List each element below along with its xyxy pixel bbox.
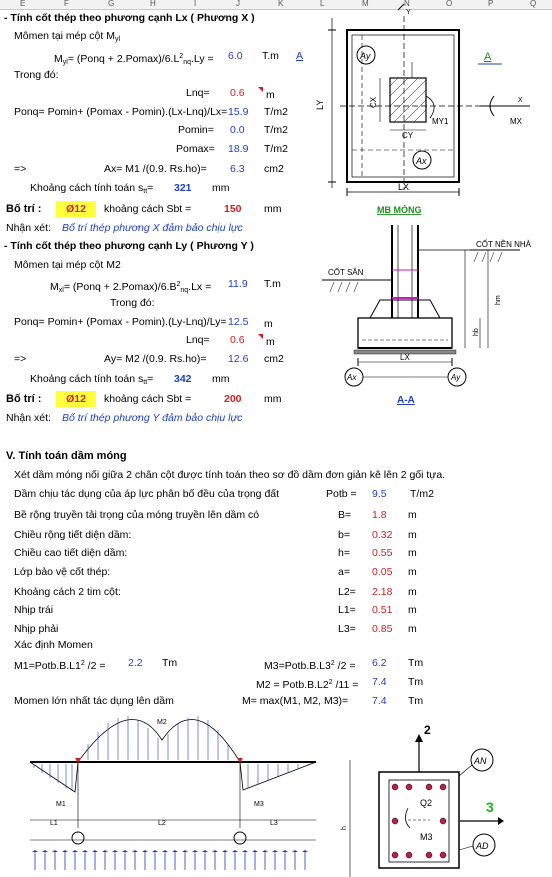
formula-moment-y: $M_{xl}=$ (Ponq + $2.Pomax)/6.B^2_{nq}.Lx$ =	[50, 281, 212, 294]
col-header[interactable]: J	[236, 0, 240, 8]
param-symbol: L1=	[338, 604, 356, 616]
param-symbol: L2=	[338, 586, 356, 598]
moment-y-unit: T.m	[264, 278, 281, 290]
aa-caption: A-A	[397, 395, 415, 406]
comment-y: Bố trí thép phương Y đảm bảo chịu lực	[62, 412, 243, 424]
bar-diameter-x[interactable]: Ø12	[56, 201, 96, 217]
lnq-value[interactable]: 0.6	[230, 87, 245, 99]
col-header[interactable]: H	[150, 0, 156, 8]
lnq-label: Lnq=	[186, 87, 210, 99]
param-symbol: Potb =	[326, 488, 357, 500]
mmax-value[interactable]: 7.4	[372, 695, 387, 707]
col-header[interactable]: Q	[530, 0, 537, 8]
ay-bubble-aa: Ay	[451, 373, 461, 382]
param-value[interactable]: 0.55	[372, 547, 393, 559]
trong-do-label-y: Trong đó:	[110, 297, 155, 309]
arrow-y: =>	[14, 353, 27, 365]
mmax-unit: Tm	[408, 695, 424, 707]
param-value[interactable]: 2.18	[372, 586, 393, 598]
ponq-value[interactable]: 15.9	[228, 106, 249, 118]
ponq-label: Ponq= Pomin+ (Pomax - Pomin).(Lx-Lnq)/Lx=	[14, 106, 228, 118]
param-label: Nhịp phải	[14, 623, 59, 635]
m2-diagram-label: M2	[157, 719, 167, 726]
lnq-label-y: Lnq=	[186, 334, 210, 346]
param-value[interactable]: 0.32	[372, 529, 393, 541]
mmax-formula: M= max(M1, M2, M3)=	[242, 695, 349, 707]
param-label: Chiều rộng tiết diện dầm:	[14, 529, 132, 541]
m1-value[interactable]: 2.2	[128, 657, 143, 669]
param-label: Nhịp trái	[14, 604, 54, 616]
m3-section-label: M3	[420, 832, 433, 842]
spacing-value-x[interactable]: 321	[174, 182, 192, 194]
m3-unit: Tm	[408, 657, 424, 669]
moment-x-unit: T.m	[262, 50, 279, 62]
bar-diameter-y[interactable]: Ø12	[56, 391, 96, 407]
col-header[interactable]: F	[64, 0, 69, 8]
y-axis-label: Y	[406, 9, 411, 16]
sbt-value-x[interactable]: 150	[224, 203, 242, 215]
cot-nen-nha-label: CỐT NỀN NHÀ	[476, 240, 531, 249]
param-label: Khoảng cách 2 tim cột:	[14, 586, 121, 598]
param-unit: m	[408, 547, 417, 559]
m1-unit: Tm	[162, 657, 178, 669]
col-header[interactable]: N	[404, 0, 410, 8]
pomax-label: Pomax=	[176, 143, 215, 155]
sbt-label-y: khoảng cách Sbt =	[104, 393, 192, 405]
spacing-unit-y: mm	[212, 373, 230, 385]
ax-bubble: Ax	[416, 156, 427, 166]
mb-mong-caption: MB MÓNG	[377, 205, 422, 215]
param-unit: m	[408, 529, 417, 541]
ax-unit: cm2	[264, 163, 284, 175]
param-unit: T/m2	[410, 488, 434, 500]
force-2-label: 2	[424, 723, 431, 737]
param-unit: m	[408, 604, 417, 616]
cx-dim: CX	[369, 96, 378, 108]
nhan-xet-label-x: Nhận xét:	[6, 222, 51, 234]
bo-tri-label-y: Bố trí :	[6, 393, 42, 405]
pomin-value[interactable]: 0.0	[230, 124, 245, 136]
ay-bubble: Ay	[360, 51, 371, 61]
param-symbol: B=	[338, 509, 352, 521]
col-header[interactable]: O	[446, 0, 453, 8]
ponq-label-y: Ponq= Pomin+ (Pomax - Pomin).(Ly-Lnq)/Ly=	[14, 316, 227, 328]
m3-value[interactable]: 6.2	[372, 657, 387, 669]
moment-label-y: Mômen tại mép cột M2	[14, 259, 121, 271]
sbt-unit-x: mm	[264, 203, 282, 215]
param-value[interactable]: 1.8	[372, 509, 387, 521]
param-symbol: L3=	[338, 623, 356, 635]
param-label: Chiều cao tiết diện dầm:	[14, 547, 128, 559]
m2-value[interactable]: 7.4	[372, 676, 387, 688]
pomax-unit: T/m2	[264, 143, 288, 155]
param-value[interactable]: 0.85	[372, 623, 393, 635]
m1-diagram-label: M1	[56, 801, 66, 808]
sbt-label-x: khoảng cách Sbt =	[104, 203, 192, 215]
col-header[interactable]: L	[320, 0, 325, 8]
m3-formula: $M3=Potb.B.L3^2$ /2 =	[264, 660, 356, 672]
cot-san-label: CỐT SÂN	[328, 268, 364, 277]
param-symbol: h=	[338, 547, 350, 559]
moment-x-value[interactable]: 6.0	[228, 50, 243, 62]
ay-formula: Ay= M2 /(0.9. Rs.ho)=	[104, 353, 207, 365]
ax-bubble-aa: Ax	[347, 373, 357, 382]
sbt-value-y[interactable]: 200	[224, 393, 242, 405]
m1-formula: $M1=Potb.B.L1^2$ /2 =	[14, 660, 106, 672]
section-v-title: V. Tính toán dầm móng	[6, 450, 127, 462]
param-symbol: a=	[338, 566, 350, 578]
ad-bubble: AD	[476, 841, 489, 851]
l2-dim: L2	[158, 820, 166, 827]
param-unit: m	[408, 586, 417, 598]
col-header[interactable]: E	[20, 0, 26, 8]
lnq-unit-y: m	[266, 336, 275, 348]
lx-dim: LX	[398, 182, 410, 192]
lnq-value-y[interactable]: 0.6	[230, 334, 245, 346]
moment-label-x: Mômen tại mép cột $M_{yl}$	[14, 30, 121, 43]
param-unit: m	[408, 623, 417, 635]
m2-unit: Tm	[408, 676, 424, 688]
ponq-unit: T/m2	[264, 106, 288, 118]
svg-text:h: h	[341, 826, 348, 830]
param-value[interactable]: 9.5	[372, 488, 387, 500]
param-unit: m	[408, 509, 417, 521]
col-header[interactable]: I	[194, 0, 197, 8]
spacing-value-y[interactable]: 342	[174, 373, 192, 385]
section-a-marker[interactable]: A	[484, 51, 492, 63]
moment-y-value[interactable]: 11.9	[228, 278, 248, 290]
param-symbol: b=	[338, 529, 350, 541]
section-x-title: - Tính cốt thép theo phương cạnh Lx ( Phương X )	[4, 12, 255, 24]
section-y-title: - Tính cốt thép theo phương cạnh Ly ( Phương Y )	[4, 240, 254, 252]
section-v-intro: Xét dầm móng nối giữa 2 chân cột được tính toán theo sơ đồ dầm đơn giản kê lên 2 gối tựa.	[14, 469, 446, 481]
ly-dim: LY	[315, 99, 325, 110]
ay-unit: cm2	[264, 353, 284, 365]
spacing-label-x: Khoảng cách tính toán $s_{tt}=$	[30, 182, 154, 195]
ax-formula: Ax= M1 /(0.9. Rs.ho)=	[104, 163, 207, 175]
m3-diagram-label: M3	[254, 801, 264, 808]
hm-dim: hm	[495, 295, 502, 305]
spacing-label-y: Khoảng cách tính toán $s_{tt}=$	[30, 373, 154, 386]
section-a-link[interactable]: A	[296, 50, 304, 62]
param-label: Bề rộng truyền tải trọng của móng truyền lên dầm có	[14, 509, 260, 521]
lx-dim-aa: LX	[400, 353, 410, 362]
nhan-xet-label-y: Nhận xét:	[6, 412, 51, 424]
cy-dim: CY	[402, 131, 414, 140]
col-header[interactable]: M	[362, 0, 369, 8]
param-unit: m	[408, 566, 417, 578]
param-value[interactable]: 0.51	[372, 604, 393, 616]
q2-label: Q2	[420, 798, 433, 808]
comment-x: Bố trí thép phương X đảm bảo chịu lực	[62, 222, 243, 234]
xac-dinh-label: Xác định Momen	[14, 639, 93, 651]
ponq-value-y[interactable]: 12.5	[228, 316, 249, 328]
m2-formula: $M2 = Potb.B.L2^2$ /11 =	[256, 679, 359, 691]
pomax-value[interactable]: 18.9	[228, 143, 249, 155]
param-label: Dầm chịu tác dụng của áp lực phân bố đều của trọng đất	[14, 488, 280, 500]
ponq-unit-y: m	[264, 318, 273, 330]
col-header[interactable]: G	[108, 0, 115, 8]
param-value[interactable]: 0.05	[372, 566, 393, 578]
col-header[interactable]: K	[278, 0, 284, 8]
spacing-unit-x: mm	[212, 182, 230, 194]
my1-label: MY1	[432, 117, 449, 126]
trong-do-label: Trong đó:	[14, 69, 59, 81]
sbt-unit-y: mm	[264, 393, 282, 405]
an-bubble: AN	[474, 756, 487, 766]
pomin-unit: T/m2	[264, 124, 288, 136]
lnq-unit: m	[266, 89, 275, 101]
formula-moment-x: $M_{yl}=$ (Ponq + $2.Pomax)/6.L^2_{nq}.Ly$ =	[54, 53, 214, 66]
hb-dim: hb	[473, 328, 480, 336]
ay-value[interactable]: 12.6	[228, 353, 249, 365]
param-label: Lớp bảo vệ cốt thép:	[14, 566, 111, 578]
x-axis-label: X	[518, 97, 523, 104]
ax-value[interactable]: 6.3	[230, 163, 245, 175]
pomin-label: Pomin=	[178, 124, 214, 136]
col-header[interactable]: P	[488, 0, 494, 8]
force-3-label: 3	[486, 799, 494, 815]
bo-tri-label-x: Bố trí :	[6, 203, 42, 215]
arrow-x: =>	[14, 163, 27, 175]
l1-dim: L1	[50, 820, 58, 827]
mx-label: MX	[510, 117, 522, 126]
mmax-label: Momen lớn nhất tác dụng lên dầm	[14, 695, 174, 707]
l3-dim: L3	[270, 820, 278, 827]
